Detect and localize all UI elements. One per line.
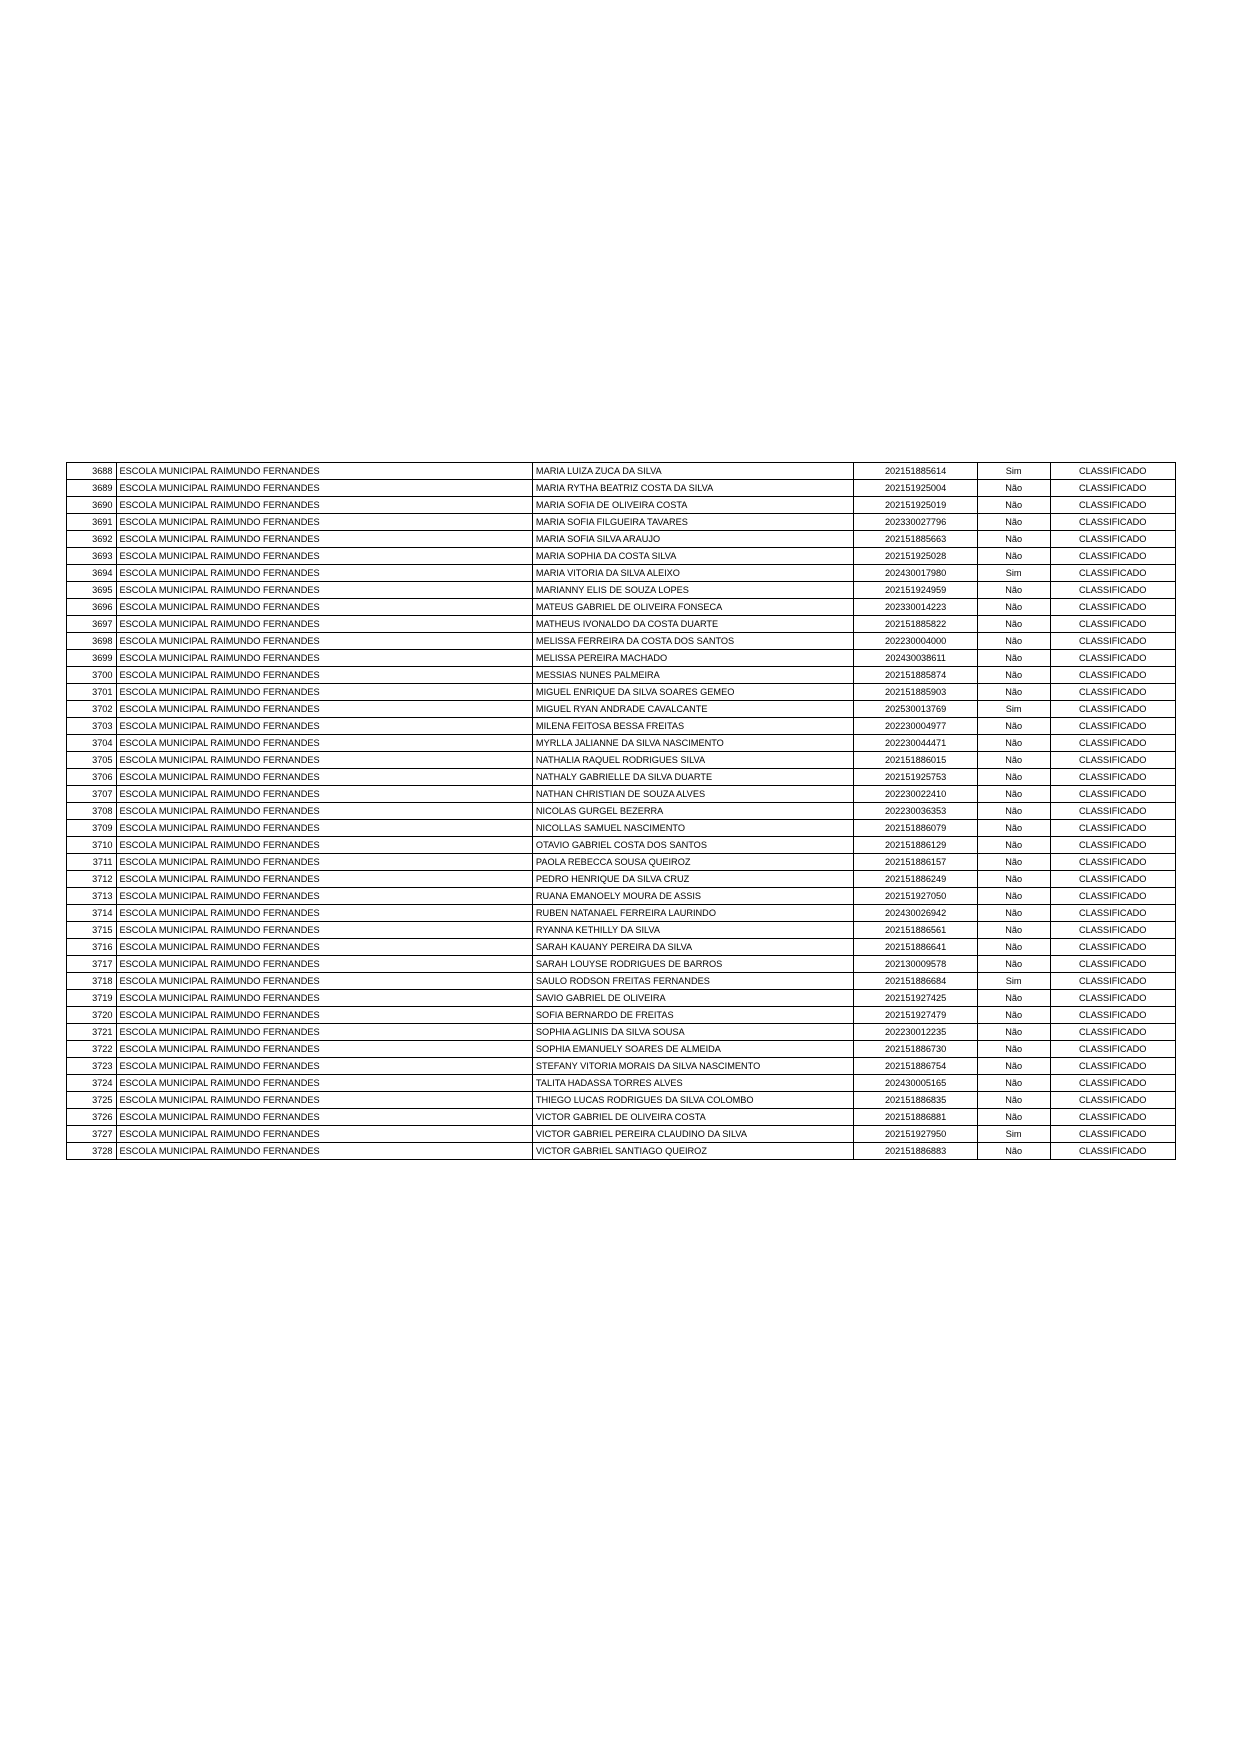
cell-inscription-number: 202230012235 xyxy=(854,1024,977,1041)
cell-school: ESCOLA MUNICIPAL RAIMUNDO FERNANDES xyxy=(116,1126,532,1143)
cell-school: ESCOLA MUNICIPAL RAIMUNDO FERNANDES xyxy=(116,1058,532,1075)
cell-student-name: NICOLAS GURGEL BEZERRA xyxy=(532,803,854,820)
cell-flag: Não xyxy=(977,803,1050,820)
table-row xyxy=(67,701,1176,718)
cell-school: ESCOLA MUNICIPAL RAIMUNDO FERNANDES xyxy=(116,463,532,480)
cell-student-name: MARIANNY ELIS DE SOUZA LOPES xyxy=(532,582,854,599)
cell-school: ESCOLA MUNICIPAL RAIMUNDO FERNANDES xyxy=(116,1092,532,1109)
cell-flag: Não xyxy=(977,1075,1050,1092)
table-row xyxy=(67,786,1176,803)
cell-status: CLASSIFICADO xyxy=(1050,667,1176,684)
cell-sequence: 3704 xyxy=(67,735,117,752)
cell-status: CLASSIFICADO xyxy=(1050,820,1176,837)
cell-flag: Não xyxy=(977,837,1050,854)
cell-flag: Não xyxy=(977,497,1050,514)
cell-status: CLASSIFICADO xyxy=(1050,480,1176,497)
table-row xyxy=(67,463,1176,480)
table-row xyxy=(67,1126,1176,1143)
cell-school: ESCOLA MUNICIPAL RAIMUNDO FERNANDES xyxy=(116,633,532,650)
cell-student-name: RUBEN NATANAEL FERREIRA LAURINDO xyxy=(532,905,854,922)
cell-student-name: MARIA SOFIA DE OLIVEIRA COSTA xyxy=(532,497,854,514)
cell-student-name: MYRLLA JALIANNE DA SILVA NASCIMENTO xyxy=(532,735,854,752)
cell-school: ESCOLA MUNICIPAL RAIMUNDO FERNANDES xyxy=(116,531,532,548)
cell-school: ESCOLA MUNICIPAL RAIMUNDO FERNANDES xyxy=(116,1041,532,1058)
cell-sequence: 3724 xyxy=(67,1075,117,1092)
cell-flag: Não xyxy=(977,650,1050,667)
cell-student-name: STEFANY VITORIA MORAIS DA SILVA NASCIMENTO xyxy=(532,1058,854,1075)
cell-status: CLASSIFICADO xyxy=(1050,1041,1176,1058)
cell-sequence: 3688 xyxy=(67,463,117,480)
cell-inscription-number: 202151927050 xyxy=(854,888,977,905)
cell-sequence: 3709 xyxy=(67,820,117,837)
cell-student-name: VICTOR GABRIEL SANTIAGO QUEIROZ xyxy=(532,1143,854,1160)
cell-sequence: 3701 xyxy=(67,684,117,701)
cell-status: CLASSIFICADO xyxy=(1050,582,1176,599)
table-row xyxy=(67,1007,1176,1024)
cell-flag: Não xyxy=(977,480,1050,497)
cell-school: ESCOLA MUNICIPAL RAIMUNDO FERNANDES xyxy=(116,905,532,922)
cell-flag: Não xyxy=(977,667,1050,684)
table-row xyxy=(67,497,1176,514)
cell-sequence: 3711 xyxy=(67,854,117,871)
cell-school: ESCOLA MUNICIPAL RAIMUNDO FERNANDES xyxy=(116,480,532,497)
cell-flag: Sim xyxy=(977,701,1050,718)
cell-sequence: 3694 xyxy=(67,565,117,582)
cell-student-name: SOPHIA AGLINIS DA SILVA SOUSA xyxy=(532,1024,854,1041)
cell-school: ESCOLA MUNICIPAL RAIMUNDO FERNANDES xyxy=(116,1024,532,1041)
cell-status: CLASSIFICADO xyxy=(1050,735,1176,752)
cell-flag: Não xyxy=(977,820,1050,837)
cell-student-name: MATEUS GABRIEL DE OLIVEIRA FONSECA xyxy=(532,599,854,616)
cell-status: CLASSIFICADO xyxy=(1050,786,1176,803)
cell-status: CLASSIFICADO xyxy=(1050,1075,1176,1092)
cell-sequence: 3713 xyxy=(67,888,117,905)
cell-school: ESCOLA MUNICIPAL RAIMUNDO FERNANDES xyxy=(116,956,532,973)
cell-inscription-number: 202430038611 xyxy=(854,650,977,667)
cell-sequence: 3696 xyxy=(67,599,117,616)
cell-status: CLASSIFICADO xyxy=(1050,905,1176,922)
cell-status: CLASSIFICADO xyxy=(1050,990,1176,1007)
cell-status: CLASSIFICADO xyxy=(1050,1109,1176,1126)
cell-inscription-number: 202151925019 xyxy=(854,497,977,514)
cell-sequence: 3707 xyxy=(67,786,117,803)
cell-sequence: 3702 xyxy=(67,701,117,718)
cell-student-name: NATHAN CHRISTIAN DE SOUZA ALVES xyxy=(532,786,854,803)
cell-flag: Não xyxy=(977,1143,1050,1160)
cell-sequence: 3705 xyxy=(67,752,117,769)
cell-flag: Não xyxy=(977,922,1050,939)
table-row xyxy=(67,990,1176,1007)
cell-student-name: OTAVIO GABRIEL COSTA DOS SANTOS xyxy=(532,837,854,854)
table-row xyxy=(67,820,1176,837)
cell-student-name: SARAH LOUYSE RODRIGUES DE BARROS xyxy=(532,956,854,973)
cell-sequence: 3712 xyxy=(67,871,117,888)
cell-inscription-number: 202530013769 xyxy=(854,701,977,718)
cell-inscription-number: 202151925004 xyxy=(854,480,977,497)
cell-sequence: 3700 xyxy=(67,667,117,684)
cell-flag: Não xyxy=(977,1024,1050,1041)
cell-school: ESCOLA MUNICIPAL RAIMUNDO FERNANDES xyxy=(116,820,532,837)
cell-status: CLASSIFICADO xyxy=(1050,837,1176,854)
cell-student-name: MIGUEL ENRIQUE DA SILVA SOARES GEMEO xyxy=(532,684,854,701)
cell-status: CLASSIFICADO xyxy=(1050,1143,1176,1160)
cell-sequence: 3727 xyxy=(67,1126,117,1143)
cell-sequence: 3697 xyxy=(67,616,117,633)
cell-flag: Não xyxy=(977,956,1050,973)
cell-school: ESCOLA MUNICIPAL RAIMUNDO FERNANDES xyxy=(116,599,532,616)
cell-inscription-number: 202430017980 xyxy=(854,565,977,582)
table-row xyxy=(67,1058,1176,1075)
cell-student-name: SARAH KAUANY PEREIRA DA SILVA xyxy=(532,939,854,956)
cell-student-name: SAVIO GABRIEL DE OLIVEIRA xyxy=(532,990,854,1007)
cell-student-name: RYANNA KETHILLY DA SILVA xyxy=(532,922,854,939)
cell-inscription-number: 202151886561 xyxy=(854,922,977,939)
cell-inscription-number: 202151886754 xyxy=(854,1058,977,1075)
table-row xyxy=(67,582,1176,599)
cell-school: ESCOLA MUNICIPAL RAIMUNDO FERNANDES xyxy=(116,871,532,888)
table-row xyxy=(67,718,1176,735)
cell-status: CLASSIFICADO xyxy=(1050,531,1176,548)
table-row xyxy=(67,1109,1176,1126)
table-body xyxy=(67,463,1176,1160)
cell-sequence: 3699 xyxy=(67,650,117,667)
cell-student-name: PAOLA REBECCA SOUSA QUEIROZ xyxy=(532,854,854,871)
cell-student-name: SAULO RODSON FREITAS FERNANDES xyxy=(532,973,854,990)
cell-inscription-number: 202430026942 xyxy=(854,905,977,922)
cell-school: ESCOLA MUNICIPAL RAIMUNDO FERNANDES xyxy=(116,752,532,769)
cell-sequence: 3726 xyxy=(67,1109,117,1126)
cell-flag: Não xyxy=(977,1058,1050,1075)
cell-flag: Não xyxy=(977,769,1050,786)
cell-status: CLASSIFICADO xyxy=(1050,803,1176,820)
cell-student-name: MARIA RYTHA BEATRIZ COSTA DA SILVA xyxy=(532,480,854,497)
cell-sequence: 3708 xyxy=(67,803,117,820)
table-row xyxy=(67,888,1176,905)
cell-school: ESCOLA MUNICIPAL RAIMUNDO FERNANDES xyxy=(116,786,532,803)
cell-student-name: MESSIAS NUNES PALMEIRA xyxy=(532,667,854,684)
cell-inscription-number: 202151886835 xyxy=(854,1092,977,1109)
cell-flag: Não xyxy=(977,786,1050,803)
cell-school: ESCOLA MUNICIPAL RAIMUNDO FERNANDES xyxy=(116,616,532,633)
cell-student-name: MELISSA FERREIRA DA COSTA DOS SANTOS xyxy=(532,633,854,650)
cell-status: CLASSIFICADO xyxy=(1050,888,1176,905)
cell-status: CLASSIFICADO xyxy=(1050,752,1176,769)
table-row xyxy=(67,939,1176,956)
cell-flag: Não xyxy=(977,548,1050,565)
cell-sequence: 3718 xyxy=(67,973,117,990)
cell-school: ESCOLA MUNICIPAL RAIMUNDO FERNANDES xyxy=(116,582,532,599)
cell-school: ESCOLA MUNICIPAL RAIMUNDO FERNANDES xyxy=(116,888,532,905)
table-row xyxy=(67,1143,1176,1160)
cell-inscription-number: 202151885663 xyxy=(854,531,977,548)
table-row xyxy=(67,922,1176,939)
table-row xyxy=(67,514,1176,531)
table-row xyxy=(67,684,1176,701)
table-row xyxy=(67,599,1176,616)
classification-table xyxy=(66,462,1176,1160)
cell-inscription-number: 202130009578 xyxy=(854,956,977,973)
cell-inscription-number: 202151886015 xyxy=(854,752,977,769)
cell-status: CLASSIFICADO xyxy=(1050,1024,1176,1041)
cell-flag: Não xyxy=(977,888,1050,905)
cell-school: ESCOLA MUNICIPAL RAIMUNDO FERNANDES xyxy=(116,769,532,786)
cell-flag: Não xyxy=(977,905,1050,922)
cell-student-name: VICTOR GABRIEL PEREIRA CLAUDINO DA SILVA xyxy=(532,1126,854,1143)
cell-status: CLASSIFICADO xyxy=(1050,565,1176,582)
cell-sequence: 3714 xyxy=(67,905,117,922)
cell-student-name: MATHEUS IVONALDO DA COSTA DUARTE xyxy=(532,616,854,633)
cell-inscription-number: 202151886079 xyxy=(854,820,977,837)
cell-flag: Não xyxy=(977,939,1050,956)
cell-student-name: VICTOR GABRIEL DE OLIVEIRA COSTA xyxy=(532,1109,854,1126)
cell-inscription-number: 202430005165 xyxy=(854,1075,977,1092)
cell-inscription-number: 202151886684 xyxy=(854,973,977,990)
cell-sequence: 3719 xyxy=(67,990,117,1007)
cell-inscription-number: 202151927425 xyxy=(854,990,977,1007)
cell-inscription-number: 202151886730 xyxy=(854,1041,977,1058)
cell-inscription-number: 202151886249 xyxy=(854,871,977,888)
cell-student-name: THIEGO LUCAS RODRIGUES DA SILVA COLOMBO xyxy=(532,1092,854,1109)
cell-inscription-number: 202330027796 xyxy=(854,514,977,531)
cell-status: CLASSIFICADO xyxy=(1050,1058,1176,1075)
cell-flag: Sim xyxy=(977,1126,1050,1143)
cell-sequence: 3693 xyxy=(67,548,117,565)
cell-sequence: 3689 xyxy=(67,480,117,497)
cell-flag: Sim xyxy=(977,463,1050,480)
cell-school: ESCOLA MUNICIPAL RAIMUNDO FERNANDES xyxy=(116,565,532,582)
cell-inscription-number: 202151886129 xyxy=(854,837,977,854)
cell-student-name: PEDRO HENRIQUE DA SILVA CRUZ xyxy=(532,871,854,888)
cell-inscription-number: 202230044471 xyxy=(854,735,977,752)
table-row xyxy=(67,650,1176,667)
cell-flag: Não xyxy=(977,514,1050,531)
table-row xyxy=(67,973,1176,990)
cell-student-name: MARIA SOFIA SILVA ARAUJO xyxy=(532,531,854,548)
table-row xyxy=(67,480,1176,497)
cell-flag: Não xyxy=(977,599,1050,616)
cell-inscription-number: 202151885874 xyxy=(854,667,977,684)
cell-status: CLASSIFICADO xyxy=(1050,514,1176,531)
cell-school: ESCOLA MUNICIPAL RAIMUNDO FERNANDES xyxy=(116,684,532,701)
cell-student-name: NATHALY GABRIELLE DA SILVA DUARTE xyxy=(532,769,854,786)
cell-flag: Não xyxy=(977,616,1050,633)
cell-status: CLASSIFICADO xyxy=(1050,684,1176,701)
table-row xyxy=(67,548,1176,565)
cell-school: ESCOLA MUNICIPAL RAIMUNDO FERNANDES xyxy=(116,939,532,956)
cell-school: ESCOLA MUNICIPAL RAIMUNDO FERNANDES xyxy=(116,497,532,514)
cell-status: CLASSIFICADO xyxy=(1050,973,1176,990)
table-row xyxy=(67,633,1176,650)
cell-student-name: SOFIA BERNARDO DE FREITAS xyxy=(532,1007,854,1024)
cell-student-name: MARIA VITORIA DA SILVA ALEIXO xyxy=(532,565,854,582)
cell-student-name: MARIA LUIZA ZUCA DA SILVA xyxy=(532,463,854,480)
cell-flag: Não xyxy=(977,871,1050,888)
cell-flag: Não xyxy=(977,582,1050,599)
cell-status: CLASSIFICADO xyxy=(1050,854,1176,871)
cell-status: CLASSIFICADO xyxy=(1050,922,1176,939)
table-row xyxy=(67,565,1176,582)
table-row xyxy=(67,531,1176,548)
cell-student-name: MARIA SOFIA FILGUEIRA TAVARES xyxy=(532,514,854,531)
cell-school: ESCOLA MUNICIPAL RAIMUNDO FERNANDES xyxy=(116,973,532,990)
cell-status: CLASSIFICADO xyxy=(1050,701,1176,718)
cell-flag: Não xyxy=(977,990,1050,1007)
cell-sequence: 3716 xyxy=(67,939,117,956)
cell-school: ESCOLA MUNICIPAL RAIMUNDO FERNANDES xyxy=(116,1143,532,1160)
table-row xyxy=(67,735,1176,752)
cell-school: ESCOLA MUNICIPAL RAIMUNDO FERNANDES xyxy=(116,1007,532,1024)
cell-flag: Não xyxy=(977,854,1050,871)
cell-sequence: 3690 xyxy=(67,497,117,514)
cell-status: CLASSIFICADO xyxy=(1050,650,1176,667)
cell-student-name: MELISSA PEREIRA MACHADO xyxy=(532,650,854,667)
cell-inscription-number: 202151924959 xyxy=(854,582,977,599)
cell-sequence: 3728 xyxy=(67,1143,117,1160)
cell-sequence: 3721 xyxy=(67,1024,117,1041)
cell-student-name: NICOLLAS SAMUEL NASCIMENTO xyxy=(532,820,854,837)
cell-sequence: 3715 xyxy=(67,922,117,939)
cell-school: ESCOLA MUNICIPAL RAIMUNDO FERNANDES xyxy=(116,1109,532,1126)
cell-student-name: MILENA FEITOSA BESSA FREITAS xyxy=(532,718,854,735)
table-row xyxy=(67,769,1176,786)
cell-sequence: 3691 xyxy=(67,514,117,531)
cell-inscription-number: 202151885903 xyxy=(854,684,977,701)
cell-inscription-number: 202151886157 xyxy=(854,854,977,871)
cell-inscription-number: 202151925753 xyxy=(854,769,977,786)
cell-status: CLASSIFICADO xyxy=(1050,599,1176,616)
classification-table-container xyxy=(66,462,1176,1160)
cell-status: CLASSIFICADO xyxy=(1050,1126,1176,1143)
cell-inscription-number: 202151885822 xyxy=(854,616,977,633)
cell-sequence: 3706 xyxy=(67,769,117,786)
cell-school: ESCOLA MUNICIPAL RAIMUNDO FERNANDES xyxy=(116,735,532,752)
cell-school: ESCOLA MUNICIPAL RAIMUNDO FERNANDES xyxy=(116,701,532,718)
cell-status: CLASSIFICADO xyxy=(1050,871,1176,888)
cell-student-name: TALITA HADASSA TORRES ALVES xyxy=(532,1075,854,1092)
cell-inscription-number: 202230036353 xyxy=(854,803,977,820)
cell-school: ESCOLA MUNICIPAL RAIMUNDO FERNANDES xyxy=(116,990,532,1007)
table-row xyxy=(67,956,1176,973)
cell-student-name: NATHALIA RAQUEL RODRIGUES SILVA xyxy=(532,752,854,769)
table-row xyxy=(67,1092,1176,1109)
cell-school: ESCOLA MUNICIPAL RAIMUNDO FERNANDES xyxy=(116,514,532,531)
cell-school: ESCOLA MUNICIPAL RAIMUNDO FERNANDES xyxy=(116,548,532,565)
cell-inscription-number: 202151927950 xyxy=(854,1126,977,1143)
cell-inscription-number: 202151925028 xyxy=(854,548,977,565)
table-row xyxy=(67,667,1176,684)
table-row xyxy=(67,752,1176,769)
cell-student-name: MARIA SOPHIA DA COSTA SILVA xyxy=(532,548,854,565)
cell-flag: Não xyxy=(977,633,1050,650)
cell-inscription-number: 202151886883 xyxy=(854,1143,977,1160)
cell-flag: Não xyxy=(977,735,1050,752)
cell-status: CLASSIFICADO xyxy=(1050,769,1176,786)
table-row xyxy=(67,905,1176,922)
cell-school: ESCOLA MUNICIPAL RAIMUNDO FERNANDES xyxy=(116,922,532,939)
cell-inscription-number: 202330014223 xyxy=(854,599,977,616)
table-row xyxy=(67,1075,1176,1092)
cell-flag: Não xyxy=(977,1092,1050,1109)
cell-inscription-number: 202230004000 xyxy=(854,633,977,650)
table-row xyxy=(67,1024,1176,1041)
cell-inscription-number: 202230004977 xyxy=(854,718,977,735)
cell-status: CLASSIFICADO xyxy=(1050,956,1176,973)
cell-school: ESCOLA MUNICIPAL RAIMUNDO FERNANDES xyxy=(116,803,532,820)
cell-flag: Não xyxy=(977,1109,1050,1126)
table-row xyxy=(67,1041,1176,1058)
cell-status: CLASSIFICADO xyxy=(1050,718,1176,735)
cell-flag: Não xyxy=(977,1041,1050,1058)
cell-sequence: 3692 xyxy=(67,531,117,548)
cell-school: ESCOLA MUNICIPAL RAIMUNDO FERNANDES xyxy=(116,854,532,871)
cell-student-name: RUANA EMANOELY MOURA DE ASSIS xyxy=(532,888,854,905)
cell-school: ESCOLA MUNICIPAL RAIMUNDO FERNANDES xyxy=(116,1075,532,1092)
cell-sequence: 3710 xyxy=(67,837,117,854)
cell-flag: Não xyxy=(977,752,1050,769)
table-row xyxy=(67,616,1176,633)
table-row xyxy=(67,854,1176,871)
cell-flag: Sim xyxy=(977,973,1050,990)
cell-status: CLASSIFICADO xyxy=(1050,548,1176,565)
cell-sequence: 3723 xyxy=(67,1058,117,1075)
cell-flag: Não xyxy=(977,718,1050,735)
cell-inscription-number: 202151885614 xyxy=(854,463,977,480)
cell-sequence: 3698 xyxy=(67,633,117,650)
cell-inscription-number: 202151886881 xyxy=(854,1109,977,1126)
cell-status: CLASSIFICADO xyxy=(1050,463,1176,480)
cell-school: ESCOLA MUNICIPAL RAIMUNDO FERNANDES xyxy=(116,650,532,667)
cell-sequence: 3695 xyxy=(67,582,117,599)
cell-sequence: 3703 xyxy=(67,718,117,735)
cell-school: ESCOLA MUNICIPAL RAIMUNDO FERNANDES xyxy=(116,667,532,684)
cell-school: ESCOLA MUNICIPAL RAIMUNDO FERNANDES xyxy=(116,837,532,854)
cell-status: CLASSIFICADO xyxy=(1050,1007,1176,1024)
cell-status: CLASSIFICADO xyxy=(1050,1092,1176,1109)
cell-inscription-number: 202151927479 xyxy=(854,1007,977,1024)
table-row xyxy=(67,871,1176,888)
cell-sequence: 3722 xyxy=(67,1041,117,1058)
cell-inscription-number: 202230022410 xyxy=(854,786,977,803)
cell-flag: Não xyxy=(977,684,1050,701)
cell-student-name: MIGUEL RYAN ANDRADE CAVALCANTE xyxy=(532,701,854,718)
cell-sequence: 3717 xyxy=(67,956,117,973)
cell-status: CLASSIFICADO xyxy=(1050,497,1176,514)
table-row xyxy=(67,803,1176,820)
cell-student-name: SOPHIA EMANUELY SOARES DE ALMEIDA xyxy=(532,1041,854,1058)
cell-school: ESCOLA MUNICIPAL RAIMUNDO FERNANDES xyxy=(116,718,532,735)
cell-flag: Não xyxy=(977,1007,1050,1024)
cell-status: CLASSIFICADO xyxy=(1050,616,1176,633)
cell-inscription-number: 202151886641 xyxy=(854,939,977,956)
cell-sequence: 3725 xyxy=(67,1092,117,1109)
cell-status: CLASSIFICADO xyxy=(1050,633,1176,650)
cell-status: CLASSIFICADO xyxy=(1050,939,1176,956)
cell-sequence: 3720 xyxy=(67,1007,117,1024)
cell-flag: Não xyxy=(977,531,1050,548)
table-row xyxy=(67,837,1176,854)
cell-flag: Sim xyxy=(977,565,1050,582)
